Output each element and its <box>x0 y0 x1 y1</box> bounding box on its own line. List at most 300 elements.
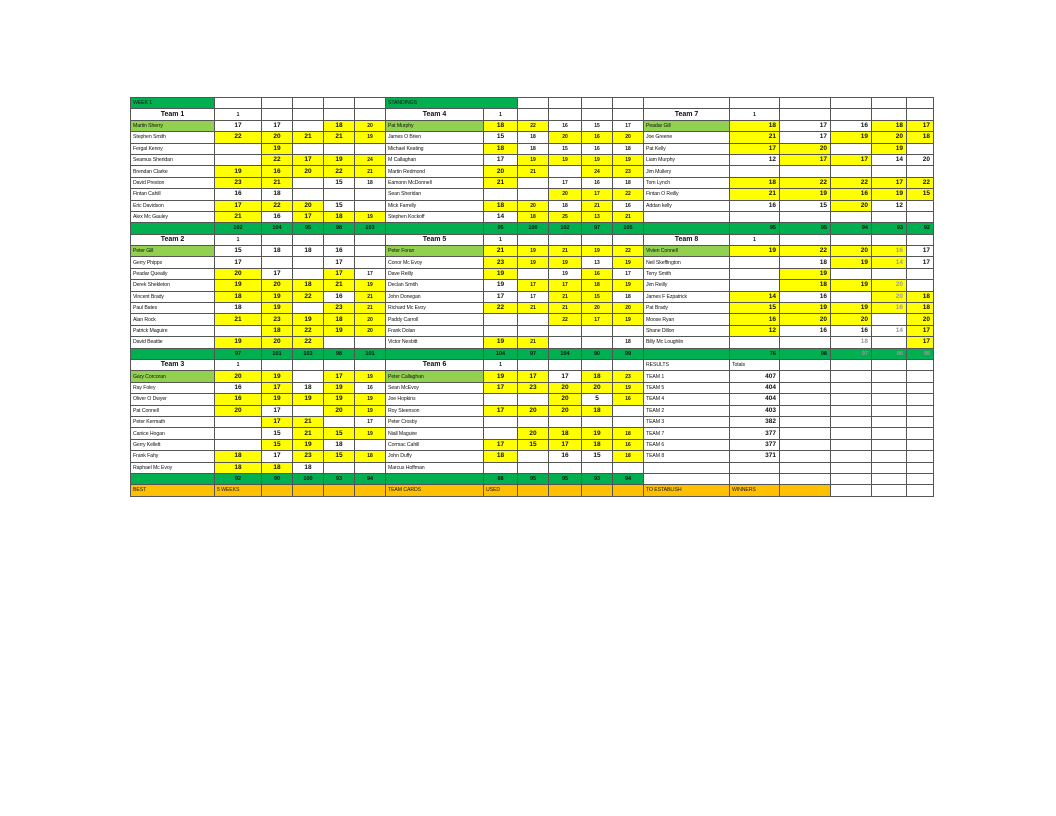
team2-score: 18 <box>262 325 293 336</box>
team5-player-name: Victor Nesbitt <box>386 337 484 348</box>
team2-player-name: David Beattie <box>131 337 215 348</box>
empty-cell <box>324 359 355 370</box>
team5-score: 17 <box>549 280 582 291</box>
team6-score: 15 <box>582 451 613 462</box>
team1-score <box>355 200 386 211</box>
result-total: 371 <box>730 451 780 462</box>
team6-score <box>484 394 518 405</box>
team6-score: 17 <box>484 405 518 416</box>
player-row <box>131 325 934 336</box>
empty-cell <box>907 371 934 382</box>
team6-score: 18 <box>549 428 582 439</box>
team7-score: 20 <box>872 132 907 143</box>
empty-cell <box>831 234 872 245</box>
empty-cell <box>613 234 644 245</box>
team4-total: 105 <box>613 223 644 234</box>
team3-player-name: Ray Foley <box>131 382 215 393</box>
team5-score <box>582 325 613 336</box>
team5-score: 19 <box>484 280 518 291</box>
team8-week: 1 <box>730 234 780 245</box>
team2-score: 19 <box>293 314 324 325</box>
team6-score: 18 <box>613 451 644 462</box>
team6-score: 15 <box>518 439 549 450</box>
team1-score: 18 <box>262 189 293 200</box>
empty-cell <box>355 234 386 245</box>
team7-week: 1 <box>730 109 780 120</box>
team8-total: 76 <box>730 348 780 359</box>
empty-cell <box>907 98 934 109</box>
team7-score: 19 <box>831 132 872 143</box>
empty-cell <box>780 451 831 462</box>
team6-player-name: Roy Steenson <box>386 405 484 416</box>
team1-score: 15 <box>324 200 355 211</box>
team3-player-name: Raphael Mc Evoy <box>131 462 215 473</box>
team6-score: 17 <box>484 382 518 393</box>
team6-total: 94 <box>613 473 644 484</box>
team4-player-name: Pat Murphy <box>386 120 484 131</box>
team6-score <box>613 416 644 427</box>
team5-score: 19 <box>484 337 518 348</box>
team8-title: Team 8 <box>644 234 730 245</box>
footer-establish: TO ESTABLISH <box>644 485 730 496</box>
team6-total: 95 <box>549 473 582 484</box>
team3-score <box>293 405 324 416</box>
team1-total: 102 <box>215 223 262 234</box>
team7-score <box>831 166 872 177</box>
player-row <box>131 462 934 473</box>
team4-score: 18 <box>549 200 582 211</box>
team5-score <box>613 325 644 336</box>
team2-score <box>355 246 386 257</box>
team7-player-name: Liam Murphy <box>644 154 730 165</box>
footer-best: BEST <box>131 485 215 496</box>
team1-player-name: Martin Sherry <box>131 120 215 131</box>
team2-player-name: Vincent Brady <box>131 291 215 302</box>
team5-score <box>518 268 549 279</box>
team7-score: 15 <box>907 189 934 200</box>
empty-cell <box>872 405 907 416</box>
result-total: 382 <box>730 416 780 427</box>
team1-score: 17 <box>215 200 262 211</box>
team4-score: 18 <box>613 143 644 154</box>
team2-score: 17 <box>324 268 355 279</box>
team4-score: 19 <box>518 154 549 165</box>
team8-total: 98 <box>780 348 831 359</box>
team2-score <box>293 257 324 268</box>
team3-score: 21 <box>293 416 324 427</box>
team5-player-name: Richard Mc Evoy <box>386 303 484 314</box>
team1-total: 103 <box>355 223 386 234</box>
empty-cell <box>780 359 831 370</box>
result-team: TEAM 8 <box>644 451 730 462</box>
team4-score: 17 <box>613 120 644 131</box>
empty-cell <box>293 359 324 370</box>
team1-score: 22 <box>324 166 355 177</box>
team2-score: 17 <box>355 268 386 279</box>
team1-score: 16 <box>262 166 293 177</box>
team4-score: 17 <box>484 154 518 165</box>
empty-cell <box>324 234 355 245</box>
team5-player-name: Declan Smith <box>386 280 484 291</box>
team7-player-name: Joe Greene <box>644 132 730 143</box>
team5-total: 104 <box>549 348 582 359</box>
team2-score: 21 <box>355 303 386 314</box>
empty-cell <box>872 234 907 245</box>
team7-score: 16 <box>831 120 872 131</box>
player-row <box>131 405 934 416</box>
team2-week: 1 <box>215 234 262 245</box>
player-row <box>131 371 934 382</box>
total-label-cell <box>386 223 484 234</box>
team5-score: 17 <box>518 291 549 302</box>
team1-score: 22 <box>262 154 293 165</box>
team1-player-name: Stephen Smith <box>131 132 215 143</box>
team5-score: 22 <box>484 303 518 314</box>
team1-score: 15 <box>324 177 355 188</box>
team3-score: 15 <box>262 439 293 450</box>
team1-score: 21 <box>215 211 262 222</box>
team5-score: 19 <box>549 257 582 268</box>
empty-cell <box>780 405 831 416</box>
team4-score: 15 <box>582 120 613 131</box>
team4-player-name: Eamonn McDonnell <box>386 177 484 188</box>
team5-player-name: Conor Mc Evoy <box>386 257 484 268</box>
empty-cell <box>872 473 907 484</box>
team1-score: 21 <box>293 132 324 143</box>
team3-total: 92 <box>215 473 262 484</box>
team4-score: 19 <box>549 154 582 165</box>
team8-score: 19 <box>780 303 831 314</box>
team8-score <box>730 268 780 279</box>
team8-score: 12 <box>730 325 780 336</box>
totals-label: Totals <box>730 359 780 370</box>
empty-cell <box>831 405 872 416</box>
team2-score <box>293 268 324 279</box>
team3-total: 94 <box>355 473 386 484</box>
empty-cell <box>730 462 780 473</box>
team8-score: 20 <box>872 280 907 291</box>
team4-score: 20 <box>518 200 549 211</box>
team3-score: 20 <box>324 405 355 416</box>
team1-score <box>293 120 324 131</box>
team2-score <box>293 303 324 314</box>
team7-score: 21 <box>730 132 780 143</box>
team4-score: 18 <box>518 143 549 154</box>
player-row <box>131 394 934 405</box>
banner-row <box>131 98 934 109</box>
team6-player-name: Sean McEvoy <box>386 382 484 393</box>
team3-score: 16 <box>215 394 262 405</box>
team2-player-name: Patrick Maguire <box>131 325 215 336</box>
team7-total: 94 <box>831 223 872 234</box>
empty-cell <box>355 109 386 120</box>
team7-score: 17 <box>780 120 831 131</box>
team4-score: 22 <box>518 120 549 131</box>
team1-player-name: Seamus Sheridan <box>131 154 215 165</box>
player-row <box>131 451 934 462</box>
team6-score <box>549 416 582 427</box>
team7-score: 17 <box>872 177 907 188</box>
team7-score: 22 <box>907 177 934 188</box>
team1-score: 19 <box>262 143 293 154</box>
empty-cell <box>215 98 262 109</box>
team1-score: 16 <box>262 211 293 222</box>
team5-player-name: Frank Dolan <box>386 325 484 336</box>
team4-score: 16 <box>582 143 613 154</box>
player-row <box>131 382 934 393</box>
team5-score: 19 <box>613 257 644 268</box>
team2-title: Team 2 <box>131 234 215 245</box>
team7-score: 20 <box>831 200 872 211</box>
team5-score: 15 <box>582 291 613 302</box>
empty-cell <box>872 359 907 370</box>
team6-score: 16 <box>613 394 644 405</box>
totals-row <box>131 473 934 484</box>
empty-cell <box>549 234 582 245</box>
team1-score: 20 <box>293 200 324 211</box>
team1-score <box>293 189 324 200</box>
team7-score: 18 <box>872 120 907 131</box>
team5-player-name: John Donegan <box>386 291 484 302</box>
team7-player-name: Tom Lynch <box>644 177 730 188</box>
team3-score: 18 <box>293 462 324 473</box>
team7-score <box>907 143 934 154</box>
team7-score: 17 <box>907 120 934 131</box>
player-row <box>131 428 934 439</box>
team4-score <box>518 177 549 188</box>
result-total: 407 <box>730 371 780 382</box>
team5-score: 21 <box>549 303 582 314</box>
team7-total: 93 <box>872 223 907 234</box>
team5-score: 22 <box>613 246 644 257</box>
team7-score: 15 <box>780 200 831 211</box>
empty-cell <box>582 234 613 245</box>
team6-score: 5 <box>582 394 613 405</box>
team3-score: 19 <box>293 439 324 450</box>
total-label-cell <box>386 473 484 484</box>
team8-score: 17 <box>907 325 934 336</box>
team2-score <box>355 257 386 268</box>
team2-score <box>355 337 386 348</box>
team8-score <box>730 280 780 291</box>
team8-player-name: Vivien Connell <box>644 246 730 257</box>
team8-score: 19 <box>780 268 831 279</box>
team4-score: 23 <box>613 166 644 177</box>
team3-score: 15 <box>324 451 355 462</box>
team4-score: 14 <box>484 211 518 222</box>
team6-score: 17 <box>549 371 582 382</box>
team7-score: 20 <box>780 143 831 154</box>
team2-score: 19 <box>324 325 355 336</box>
team2-total: 101 <box>355 348 386 359</box>
team2-score: 19 <box>215 280 262 291</box>
player-row <box>131 132 934 143</box>
team3-score: 20 <box>215 405 262 416</box>
empty-cell <box>549 109 582 120</box>
team6-score <box>518 394 549 405</box>
empty-cell <box>613 98 644 109</box>
team2-score: 21 <box>215 314 262 325</box>
team1-score: 19 <box>324 154 355 165</box>
team2-score: 17 <box>262 268 293 279</box>
team1-score: 17 <box>262 120 293 131</box>
empty-cell <box>262 98 293 109</box>
team5-score <box>518 314 549 325</box>
team3-score: 21 <box>293 428 324 439</box>
team2-player-name: Derek Shekleton <box>131 280 215 291</box>
team5-score: 18 <box>613 291 644 302</box>
team3-score: 19 <box>262 371 293 382</box>
team2-player-name: Peadar Queaily <box>131 268 215 279</box>
result-team: TEAM 1 <box>644 371 730 382</box>
team2-player-name: Gerry Phipps <box>131 257 215 268</box>
team8-score: 14 <box>730 291 780 302</box>
team1-score: 21 <box>355 166 386 177</box>
team2-score: 23 <box>324 303 355 314</box>
team8-player-name: Pat Brady <box>644 303 730 314</box>
team8-score: 18 <box>780 257 831 268</box>
team8-score: 18 <box>907 303 934 314</box>
team4-score: 13 <box>582 211 613 222</box>
team2-score: 22 <box>293 325 324 336</box>
empty-cell <box>780 234 831 245</box>
team3-score: 19 <box>355 371 386 382</box>
team6-score: 23 <box>518 382 549 393</box>
result-team: TEAM 3 <box>644 416 730 427</box>
empty-cell <box>872 451 907 462</box>
empty-cell <box>293 98 324 109</box>
player-row <box>131 314 934 325</box>
player-row <box>131 291 934 302</box>
empty-cell <box>907 405 934 416</box>
empty-cell <box>872 394 907 405</box>
empty-cell <box>518 234 549 245</box>
team7-total: 95 <box>780 223 831 234</box>
empty-cell <box>907 439 934 450</box>
team8-score: 18 <box>780 280 831 291</box>
team4-score: 20 <box>484 166 518 177</box>
team8-score: 22 <box>780 246 831 257</box>
team3-total: 93 <box>324 473 355 484</box>
empty-cell <box>831 462 872 473</box>
team4-player-name: James O Brien <box>386 132 484 143</box>
empty-cell <box>582 109 613 120</box>
team8-score <box>730 337 780 348</box>
team5-score: 20 <box>613 303 644 314</box>
team8-score <box>831 291 872 302</box>
team2-score: 16 <box>324 291 355 302</box>
empty-cell <box>907 485 934 496</box>
team4-score: 24 <box>582 166 613 177</box>
team5-score: 19 <box>518 257 549 268</box>
empty-cell <box>644 473 730 484</box>
team2-score: 20 <box>355 314 386 325</box>
empty-cell <box>907 428 934 439</box>
team6-score: 19 <box>484 371 518 382</box>
team4-week: 1 <box>484 109 518 120</box>
team1-score: 21 <box>262 177 293 188</box>
team5-player-name: Paddy Carroll <box>386 314 484 325</box>
team3-score: 18 <box>215 462 262 473</box>
team6-score <box>518 451 549 462</box>
team7-title: Team 7 <box>644 109 730 120</box>
team4-score <box>518 189 549 200</box>
empty-cell <box>872 428 907 439</box>
team6-total: 93 <box>582 473 613 484</box>
team7-score: 18 <box>730 177 780 188</box>
team6-player-name: Peter Callaghan <box>386 371 484 382</box>
team3-player-name: Frank Fahy <box>131 451 215 462</box>
team1-player-name: Fintan Cahill <box>131 189 215 200</box>
team1-score: 19 <box>355 132 386 143</box>
team6-score: 18 <box>613 428 644 439</box>
team1-score <box>215 154 262 165</box>
team1-score <box>355 143 386 154</box>
team8-score: 19 <box>730 246 780 257</box>
team4-score: 16 <box>549 120 582 131</box>
team2-score: 18 <box>324 314 355 325</box>
player-row <box>131 246 934 257</box>
team3-score <box>215 439 262 450</box>
result-total: 404 <box>730 394 780 405</box>
team2-player-name: Paul Bates <box>131 303 215 314</box>
team4-score: 16 <box>582 132 613 143</box>
team6-score <box>484 428 518 439</box>
team3-score: 17 <box>262 451 293 462</box>
team1-score: 20 <box>293 166 324 177</box>
team4-score: 21 <box>582 200 613 211</box>
empty-cell <box>907 473 934 484</box>
team5-score: 20 <box>582 303 613 314</box>
team7-score: 16 <box>831 189 872 200</box>
empty-cell <box>872 485 907 496</box>
team3-total: 100 <box>293 473 324 484</box>
team7-score: 22 <box>831 177 872 188</box>
empty-cell <box>907 416 934 427</box>
team2-score: 18 <box>293 280 324 291</box>
team8-score <box>872 337 907 348</box>
team-header-row <box>131 109 934 120</box>
team3-score: 16 <box>215 382 262 393</box>
team3-score: 18 <box>293 382 324 393</box>
team8-player-name: Terry Smith <box>644 268 730 279</box>
team6-title: Team 6 <box>386 359 484 370</box>
empty-cell <box>872 98 907 109</box>
team5-score: 19 <box>549 268 582 279</box>
team5-score: 19 <box>613 280 644 291</box>
team5-score: 21 <box>549 291 582 302</box>
team6-player-name: Joe Hopkins <box>386 394 484 405</box>
team6-score: 18 <box>484 451 518 462</box>
team5-score <box>582 337 613 348</box>
team8-score: 20 <box>872 291 907 302</box>
team7-score: 18 <box>730 120 780 131</box>
team1-score: 22 <box>262 200 293 211</box>
team5-score: 21 <box>518 337 549 348</box>
results-label: RESULTS <box>644 359 730 370</box>
empty-cell <box>831 109 872 120</box>
empty-cell <box>355 98 386 109</box>
empty-cell <box>582 98 613 109</box>
team5-score: 13 <box>582 257 613 268</box>
empty-cell <box>872 109 907 120</box>
team8-score: 19 <box>831 303 872 314</box>
team2-score: 22 <box>293 291 324 302</box>
team5-score <box>549 337 582 348</box>
team6-score: 19 <box>582 428 613 439</box>
team1-score: 23 <box>215 177 262 188</box>
empty-cell <box>831 485 872 496</box>
